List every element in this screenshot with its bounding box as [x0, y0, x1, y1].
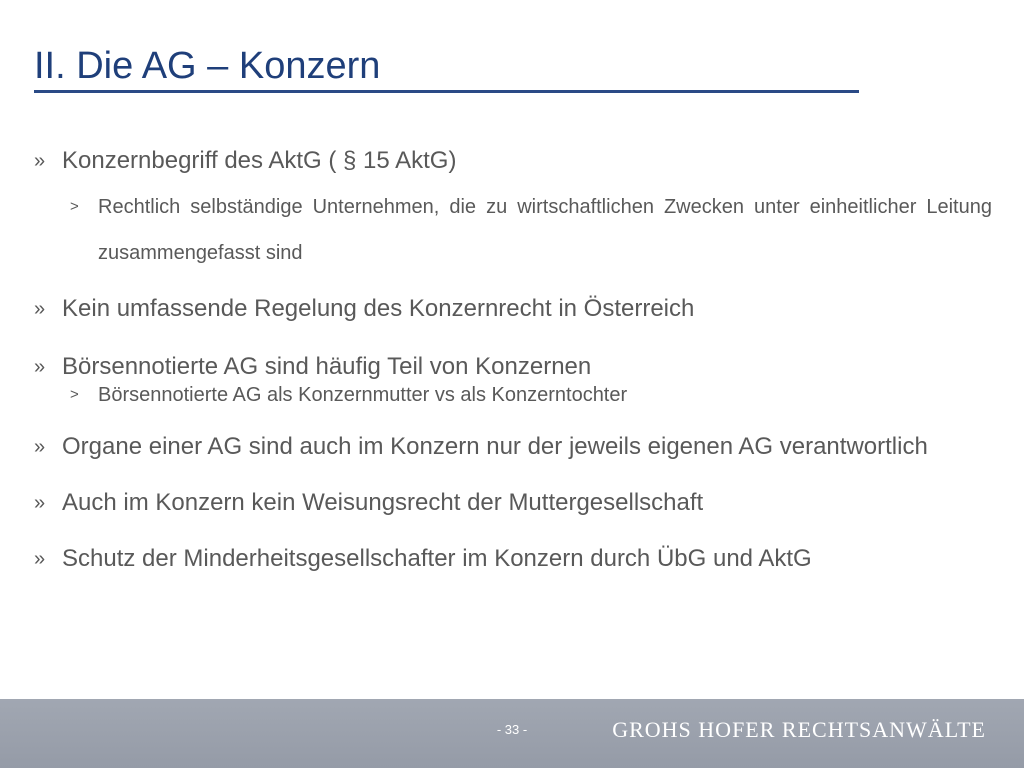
page-number: - 33 -	[496, 722, 528, 737]
bullet-marker: »	[34, 150, 46, 172]
firm-logo: GROHS HOFER RECHTSANWÄLTE	[612, 717, 986, 742]
sub-bullet-text: Börsennotierte AG als Konzernmutter vs als Konzerntochter	[98, 384, 628, 406]
title-underline	[34, 90, 859, 93]
bullet-item	[34, 284, 992, 334]
sub-bullet-marker: >	[70, 386, 79, 403]
sub-bullet-item	[34, 382, 992, 408]
bullet-marker: »	[34, 492, 46, 514]
slide-title: II. Die AG – Konzern	[34, 45, 381, 87]
bullet-text: Organe einer AG sind auch im Konzern nur der jeweils eigenen AG verantwortlich	[62, 433, 928, 460]
bullet-text: Börsennotierte AG sind häufig Teil von Konzernen	[62, 353, 592, 380]
bullet-item	[34, 534, 992, 584]
bullet-item	[34, 136, 992, 186]
bullet-marker: »	[34, 356, 46, 378]
bullet-marker: »	[34, 548, 46, 570]
sub-bullet-marker: >	[70, 198, 79, 215]
bullet-text: Schutz der Minderheitsgesellschafter im Konzern durch ÜbG und AktG	[62, 545, 812, 572]
sub-bullet-text: Rechtlich selbständige Unternehmen, die zu wirtschaftlichen Zwecken unter einheitlicher Leitung zusammengefasst sind	[98, 196, 992, 264]
bullet-text: Kein umfassende Regelung des Konzernrecht in Österreich	[62, 295, 695, 322]
slide-content	[34, 136, 992, 584]
bullet-marker: »	[34, 436, 46, 458]
footer-bar	[0, 699, 1024, 768]
bullet-item	[34, 422, 992, 472]
bullet-text: Konzernbegriff des AktG ( § 15 AktG)	[62, 147, 457, 174]
sub-bullet-item	[34, 184, 992, 276]
bullet-item	[34, 478, 992, 528]
bullet-text: Auch im Konzern kein Weisungsrecht der Muttergesellschaft	[62, 489, 704, 516]
bullet-marker: »	[34, 298, 46, 320]
